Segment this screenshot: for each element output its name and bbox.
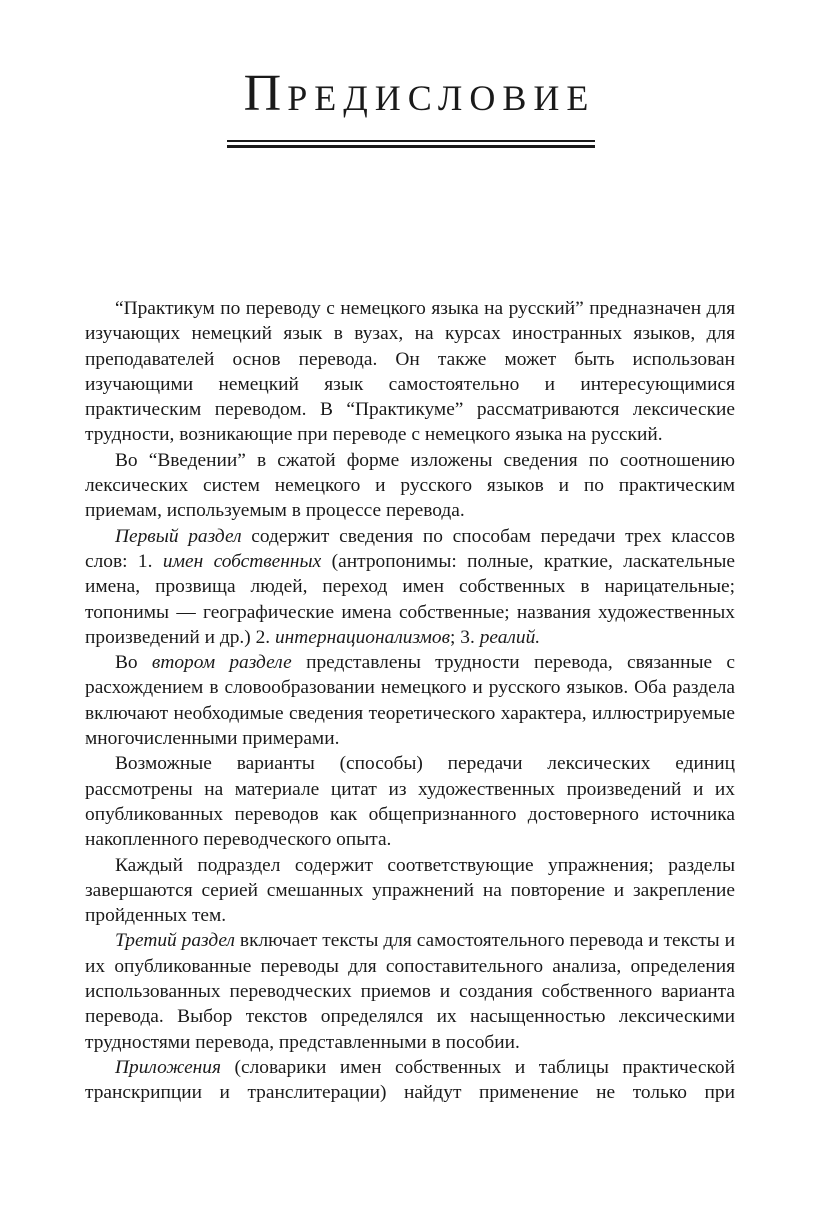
italic-segment: втором разделе [151,652,292,674]
paragraph [85,448,735,524]
italic-segment: Третий раздел [115,930,235,952]
italic-segment: имен собственных [162,550,322,572]
italic-segment: реалий. [479,626,541,648]
paragraph [85,751,735,852]
italic-segment: Приложения [115,1056,222,1078]
italic-segment: Первый раздел [115,525,242,547]
text-segment: Возможные варианты (способы) передачи лексических единиц рассмотрены на материале цитат из художественных произведений и их опубликованных переводов как общепризнанного достоверного источника накопленного переводческого опыта. [85,753,735,851]
text-segment: включает тексты для самостоятельного перевода и тексты и их опубликованные переводы для сопоставительного анализа, определения использованных переводческих приемов и создания собственного варианта перевода. Выбор текстов определялся их насыщенностью лексическими трудностями перевода, представленными в пособии. [85,930,735,1053]
preface-body [85,296,735,1106]
text-segment: Во [115,652,152,674]
page-title [0,65,839,122]
title-rule-thick [227,145,595,148]
text-segment: (словарики имен собственных и таблицы практической транскрипции и транслитерации) найдут применение не только при [85,1056,735,1104]
text-segment: Во “Введении” в сжатой форме изложены сведения по соотношению лексических систем немецкого и русского языков и по практическим приемам, используемым в процессе перевода. [85,449,735,522]
title-rest: РЕДИСЛОВИЕ [287,78,596,118]
paragraph [85,650,735,751]
paragraph [85,1055,735,1106]
title-initial: П [243,65,288,122]
text-segment: ; 3. [450,626,480,648]
text-segment: представлены трудности перевода, связанные с расхождением в словообразовании немецкого и русского языков. Оба раздела включают необходимые сведения теоретического характера, иллюстрируемые многочисленными примерами. [85,652,735,750]
text-segment: содержит сведения по способам передачи трех классов слов: 1. [85,525,735,572]
text-segment: (антропонимы: полные, краткие, ласкательные имена, прозвища людей, переход имен собственных в нарицательные; топонимы — географические имена собственные; названия художественных произведений и др.) 2. [85,550,735,648]
paragraph [85,853,735,929]
italic-segment: интернационализмов [274,626,451,648]
text-segment: Каждый подраздел содержит соответствующие упражнения; разделы завершаются серией смешанных упражнений на повторение и закрепление пройденных тем. [85,854,735,927]
paragraph [85,524,735,650]
paragraph [85,928,735,1054]
paragraph [85,296,735,448]
title-rule-thin [227,140,595,142]
text-segment: “Практикум по переводу с немецкого языка на русский” предназначен для изучающих немецкий язык в вузах, на курсах иностранных языков, для преподавателей основ перевода. Он также может быть использован изучающими немецкий язык самостоятельно и интересующимися практическим переводом. В “Практикуме” рассматриваются лексические трудности, возникающие при переводе с немецкого языка на русский. [85,298,735,446]
